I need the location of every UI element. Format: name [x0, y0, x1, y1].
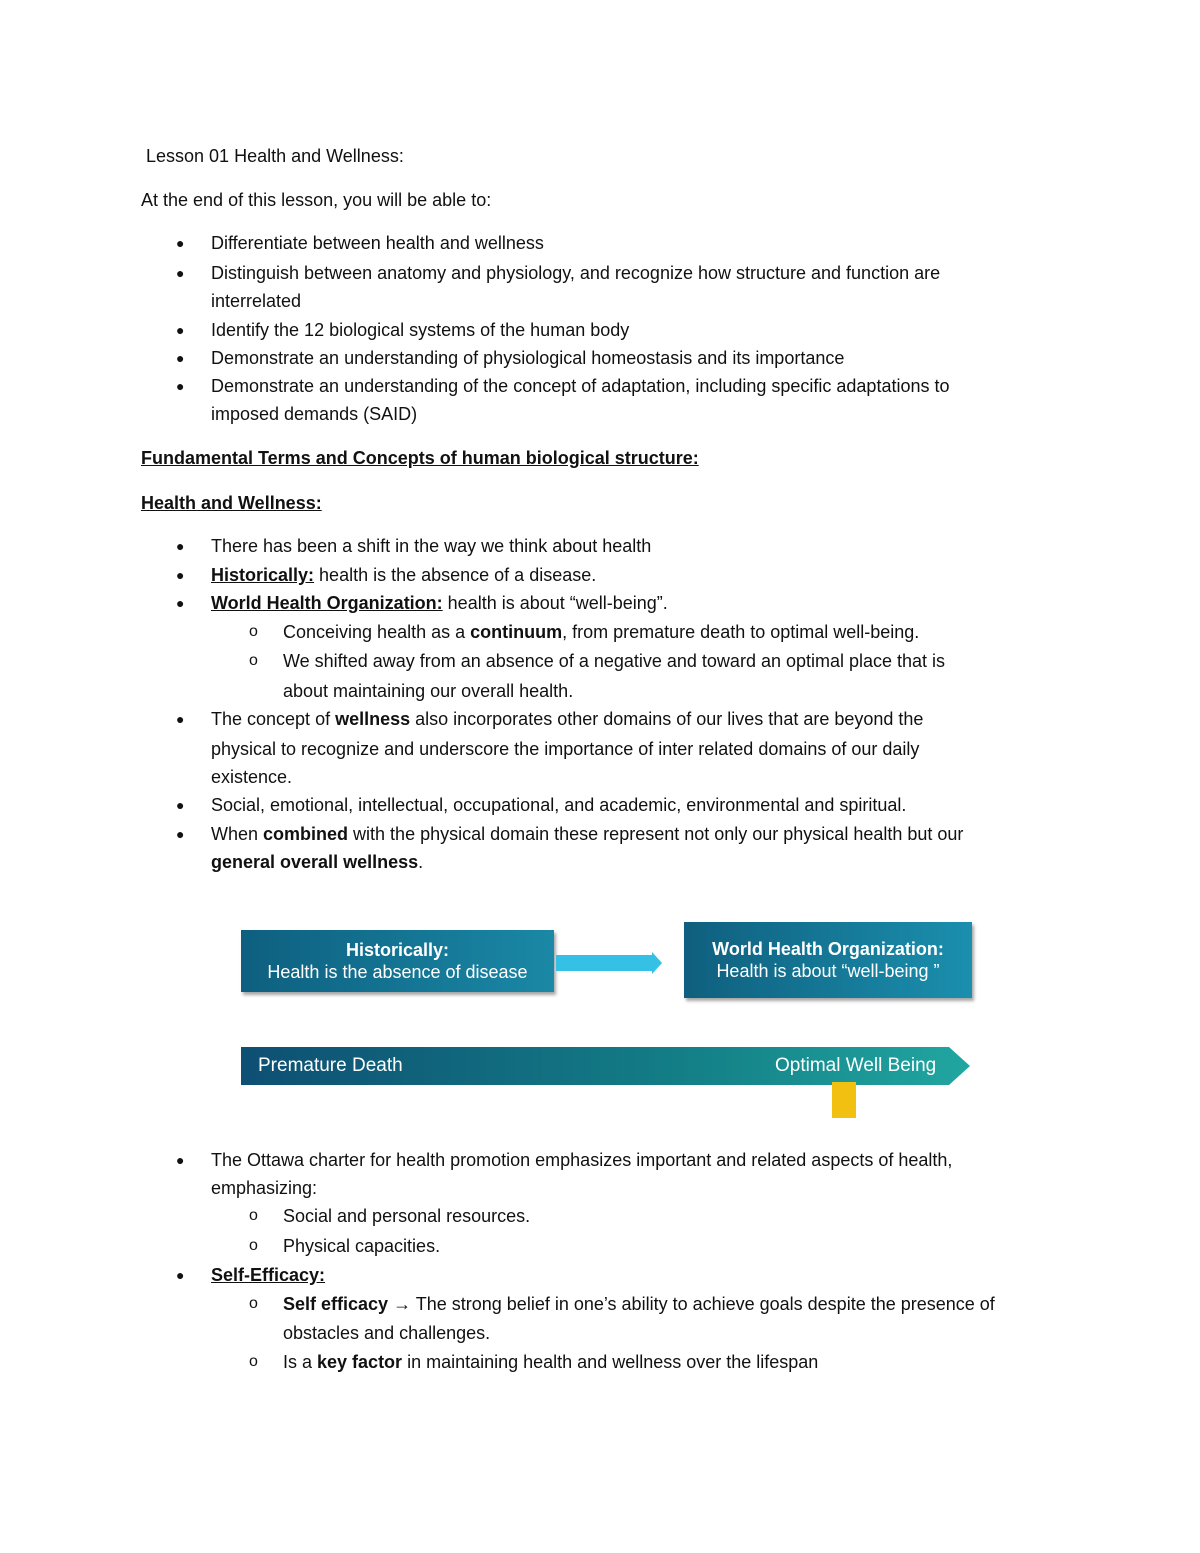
sub-list-item-continuation: obstacles and challenges. — [283, 1323, 491, 1343]
right-arrow-icon — [556, 952, 664, 974]
list-item — [211, 561, 596, 589]
intro-text: At the end of this lesson, you will be able to: — [141, 190, 492, 210]
who-box-title: World Health Organization: — [712, 939, 944, 959]
who-label: World Health Organization: — [211, 593, 443, 613]
bullet-icon: ● — [176, 235, 185, 251]
list-item: Distinguish between anatomy and physiology, and recognize how structure and function are — [211, 263, 941, 283]
self-efficacy-bold: Self efficacy — [283, 1294, 389, 1314]
bullet-icon: ● — [176, 826, 185, 842]
bullet-icon: ● — [176, 595, 185, 611]
combined-bold: combined — [263, 824, 349, 844]
list-item-continuation — [211, 848, 423, 876]
historically-box-title: Historically: — [345, 940, 450, 960]
bullet-icon: ● — [176, 322, 185, 338]
sub-bullet-icon: o — [249, 1237, 258, 1254]
sub-list-item: Physical capacities. — [283, 1236, 441, 1256]
sub-list-item: Social and personal resources. — [283, 1206, 531, 1226]
list-item — [211, 820, 963, 848]
list-item — [211, 589, 668, 617]
continuum-text-c: , from premature death to optimal well-being. — [562, 622, 920, 642]
sub-bullet-icon: o — [249, 652, 258, 669]
heading-fundamental: Fundamental Terms and Concepts of human biological structure: — [141, 448, 699, 468]
continuum-text-a: Conceiving health as a — [283, 622, 471, 642]
premature-death-label: Premature Death — [258, 1055, 403, 1076]
wellness-text-c: also incorporates other domains of our lives that are beyond the — [410, 709, 924, 729]
bullet-icon: ● — [176, 797, 185, 813]
combined-text-c: with the physical domain these represent not only our physical health but our — [348, 824, 964, 844]
list-item: The Ottawa charter for health promotion emphasizes important and related aspects of health, — [211, 1150, 953, 1170]
right-arrow-glyph-icon: → — [393, 1294, 412, 1314]
overall-wellness-bold: general overall wellness — [211, 852, 419, 872]
key-factor-text-c: in maintaining health and wellness over the lifespan — [402, 1352, 819, 1372]
who-box-subtitle: Health is about “well-being ” — [716, 961, 940, 981]
heading-health-wellness: Health and Wellness: — [141, 493, 322, 513]
sub-bullet-icon: o — [249, 1295, 258, 1312]
bullet-icon: ● — [176, 1152, 185, 1168]
list-item-continuation: physical to recognize and underscore the importance of inter related domains of our daily — [211, 739, 920, 759]
list-item: Demonstrate an understanding of physiological homeostasis and its importance — [211, 348, 845, 368]
list-item-continuation: imposed demands (SAID) — [211, 404, 418, 424]
historically-text: health is the absence of a disease. — [314, 565, 597, 585]
list-item-continuation: interrelated — [211, 291, 302, 311]
sub-list-item: We shifted away from an absence of a negative and toward an optimal place that is — [283, 651, 946, 671]
bullet-icon: ● — [176, 567, 185, 583]
position-marker — [832, 1082, 856, 1118]
list-item: Demonstrate an understanding of the concept of adaptation, including specific adaptations to — [211, 376, 950, 396]
bullet-icon: ● — [176, 265, 185, 281]
list-item: Differentiate between health and wellness — [211, 233, 544, 253]
optimal-well-being-label: Optimal Well Being — [775, 1055, 937, 1076]
bullet-icon: ● — [176, 378, 185, 394]
historically-box-subtitle: Health is the absence of disease — [267, 962, 528, 982]
sub-bullet-icon: o — [249, 1353, 258, 1370]
self-efficacy-heading: Self-Efficacy: — [211, 1265, 326, 1285]
bullet-icon: ● — [176, 538, 185, 554]
overall-wellness-period: . — [418, 852, 424, 872]
bullet-icon: ● — [176, 711, 185, 727]
self-efficacy-definition: The strong belief in one’s ability to achieve goals despite the presence of — [411, 1294, 995, 1314]
key-factor-bold: key factor — [317, 1352, 403, 1372]
sub-list-item — [283, 618, 919, 646]
continuum-bold: continuum — [470, 622, 563, 642]
sub-list-item-continuation: about maintaining our overall health. — [283, 681, 574, 701]
list-item: There has been a shift in the way we think about health — [211, 536, 652, 556]
key-factor-text-a: Is a — [283, 1352, 318, 1372]
bullet-icon: ● — [176, 350, 185, 366]
list-item — [211, 705, 923, 733]
combined-text-a: When — [211, 824, 264, 844]
list-item: Social, emotional, intellectual, occupational, and academic, environmental and spiritual. — [211, 795, 907, 815]
sub-list-item — [283, 1290, 995, 1318]
list-item-continuation: existence. — [211, 767, 293, 787]
list-item-continuation: emphasizing: — [211, 1178, 318, 1198]
lesson-title: Lesson 01 Health and Wellness: — [146, 146, 404, 166]
sub-list-item — [283, 1348, 818, 1376]
who-text: health is about “well-being”. — [442, 593, 668, 613]
wellness-text-a: The concept of — [211, 709, 336, 729]
sub-bullet-icon: o — [249, 1207, 258, 1224]
sub-bullet-icon: o — [249, 623, 258, 640]
bullet-icon: ● — [176, 1267, 185, 1283]
historically-box — [241, 930, 554, 992]
list-item: Identify the 12 biological systems of the human body — [211, 320, 630, 340]
wellness-bold: wellness — [335, 709, 411, 729]
who-box — [684, 922, 972, 998]
historically-label: Historically: — [211, 565, 315, 585]
